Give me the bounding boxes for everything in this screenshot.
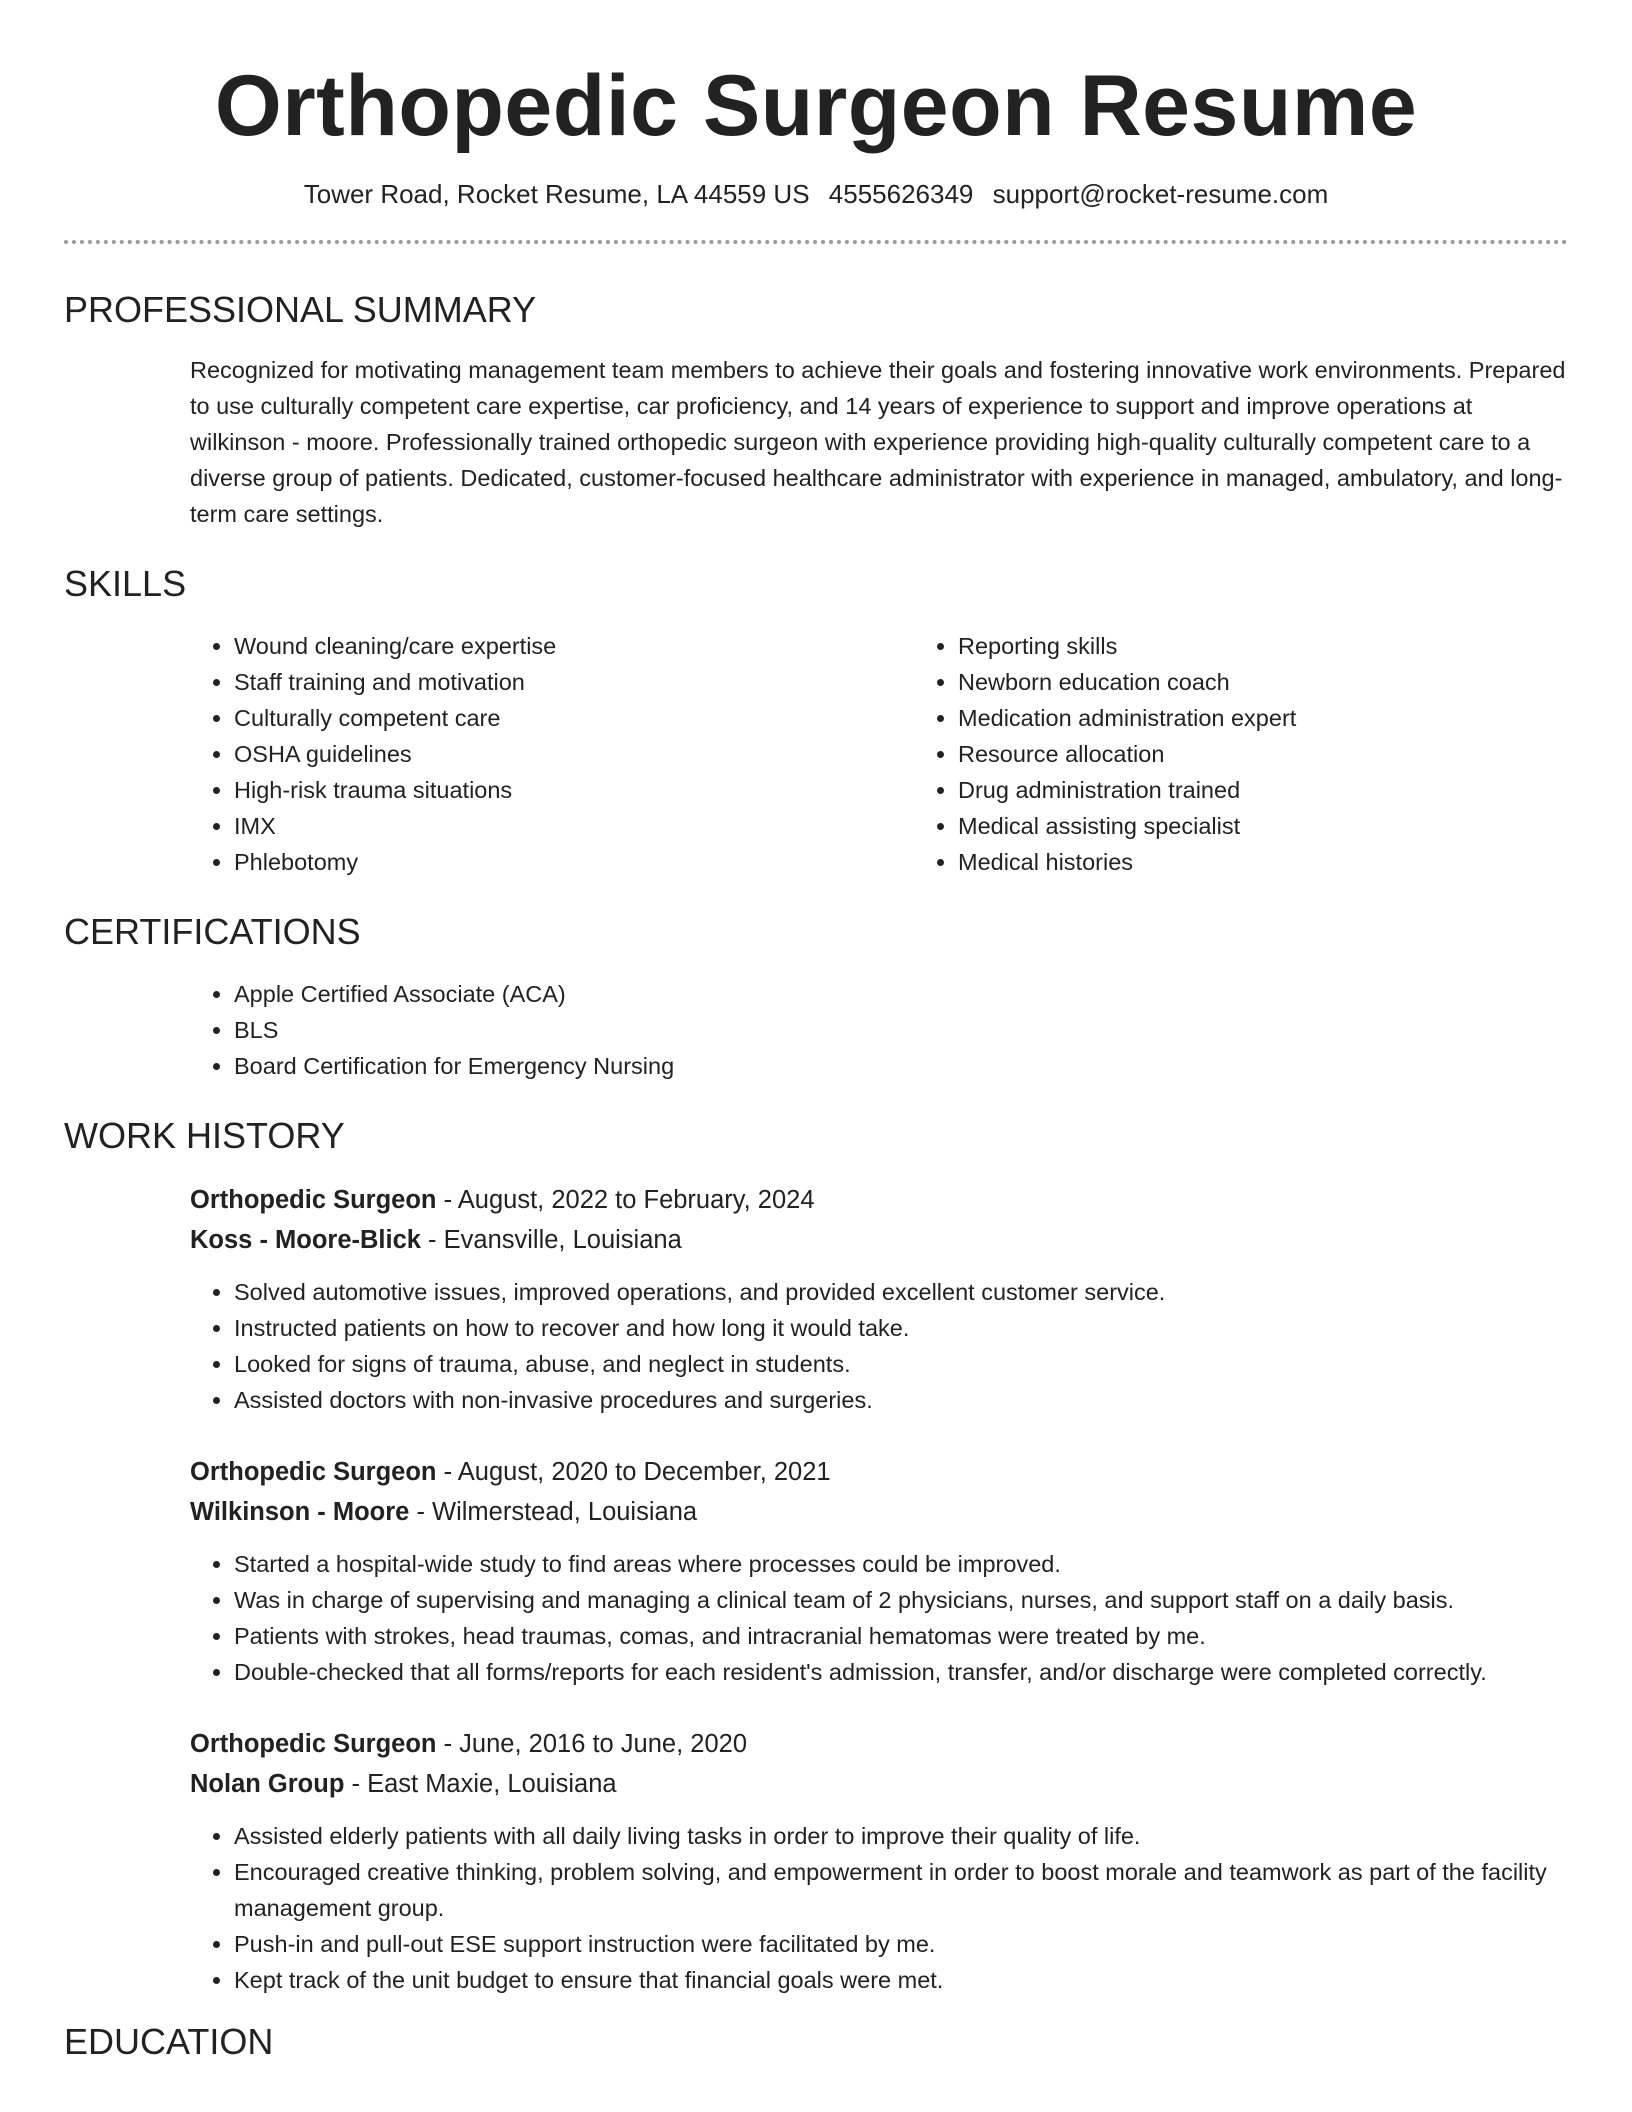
skills-heading: SKILLS bbox=[64, 563, 187, 604]
job-role: Orthopedic Surgeon bbox=[190, 1186, 437, 1214]
job-company-line bbox=[190, 1492, 1568, 1532]
job-role: Orthopedic Surgeon bbox=[190, 1730, 437, 1758]
list-item: • BLS bbox=[234, 1012, 1568, 1048]
job-title-line bbox=[190, 1724, 1568, 1764]
job-company: Koss - Moore-Blick bbox=[190, 1226, 421, 1254]
certifications-list bbox=[190, 976, 1568, 1084]
job-company-line bbox=[190, 1764, 1568, 1804]
skills-section bbox=[64, 562, 1568, 880]
job-entry bbox=[190, 1452, 1568, 1690]
education-section bbox=[64, 2020, 1568, 2064]
contact-line bbox=[64, 176, 1568, 212]
contact-phone: 4555626349 bbox=[828, 179, 974, 209]
job-role: Orthopedic Surgeon bbox=[190, 1458, 437, 1486]
list-item: • Medical assisting specialist bbox=[958, 808, 1568, 844]
list-item: • Culturally competent care bbox=[234, 700, 914, 736]
job-bullets bbox=[190, 1818, 1568, 1998]
header-divider bbox=[64, 240, 1568, 244]
certifications-heading: CERTIFICATIONS bbox=[64, 911, 361, 952]
certifications-body bbox=[190, 976, 1568, 1084]
list-item: • High-risk trauma situations bbox=[234, 772, 914, 808]
list-item: • IMX bbox=[234, 808, 914, 844]
list-item: • Kept track of the unit budget to ensure that financial goals were met. bbox=[234, 1962, 1568, 1998]
list-item: • Resource allocation bbox=[958, 736, 1568, 772]
list-item: • Double-checked that all forms/reports for each resident's admission, transfer, and/or discharge were completed correctly. bbox=[234, 1654, 1568, 1690]
job-location: - Wilmerstead, Louisiana bbox=[409, 1498, 698, 1526]
certifications-section bbox=[64, 910, 1568, 1084]
job-title-line bbox=[190, 1452, 1568, 1492]
contact-address: Tower Road, Rocket Resume, LA 44559 US bbox=[303, 179, 810, 209]
job-company: Nolan Group bbox=[190, 1770, 345, 1798]
education-heading: EDUCATION bbox=[64, 2021, 274, 2062]
job-company-line bbox=[190, 1220, 1568, 1260]
list-item: • Newborn education coach bbox=[958, 664, 1568, 700]
list-item: • Assisted elderly patients with all daily living tasks in order to improve their quality of life. bbox=[234, 1818, 1568, 1854]
list-item: • Looked for signs of trauma, abuse, and neglect in students. bbox=[234, 1346, 1568, 1382]
list-item: • Solved automotive issues, improved operations, and provided excellent customer service. bbox=[234, 1274, 1568, 1310]
job-company: Wilkinson - Moore bbox=[190, 1498, 410, 1526]
work-history-heading: WORK HISTORY bbox=[64, 1115, 345, 1156]
job-title-line bbox=[190, 1180, 1568, 1220]
list-item: • Board Certification for Emergency Nursing bbox=[234, 1048, 1568, 1084]
list-item: • Apple Certified Associate (ACA) bbox=[234, 976, 1568, 1012]
list-item: • Reporting skills bbox=[958, 628, 1568, 664]
list-item: • Medical histories bbox=[958, 844, 1568, 880]
list-item: • Medication administration expert bbox=[958, 700, 1568, 736]
summary-section bbox=[64, 288, 1568, 532]
job-entry bbox=[190, 1180, 1568, 1418]
resume-title: Orthopedic Surgeon Resume bbox=[214, 58, 1418, 154]
work-history-jobs bbox=[190, 1180, 1568, 1998]
list-item: • Wound cleaning/care expertise bbox=[234, 628, 914, 664]
summary-heading: PROFESSIONAL SUMMARY bbox=[64, 289, 537, 330]
skills-list-left bbox=[190, 628, 914, 880]
list-item: • Patients with strokes, head traumas, comas, and intracranial hematomas were treated by me. bbox=[234, 1618, 1568, 1654]
job-location: - Evansville, Louisiana bbox=[420, 1226, 682, 1254]
job-bullets bbox=[190, 1274, 1568, 1418]
job-bullets bbox=[190, 1546, 1568, 1690]
work-history-section bbox=[64, 1114, 1568, 1998]
job-dates: - June, 2016 to June, 2020 bbox=[436, 1730, 747, 1758]
job-location: - East Maxie, Louisiana bbox=[344, 1770, 617, 1798]
list-item: • Drug administration trained bbox=[958, 772, 1568, 808]
list-item: • Staff training and motivation bbox=[234, 664, 914, 700]
job-dates: - August, 2022 to February, 2024 bbox=[436, 1186, 815, 1214]
summary-text: Recognized for motivating management team members to achieve their goals and fostering innovative work environments. Prepared to use culturally competent care expertise, car proficiency, and 14 years of experience to support and improve operations at wilkinson - moore. Professionally trained orthopedic surgeon with experience providing high-quality culturally competent care to a diverse group of patients. Dedicated, customer-focused healthcare administrator with experience in managed, ambulatory, and long-term care settings. bbox=[190, 357, 1566, 527]
job-entry bbox=[190, 1724, 1568, 1998]
list-item: • Instructed patients on how to recover and how long it would take. bbox=[234, 1310, 1568, 1346]
list-item: • Was in charge of supervising and managing a clinical team of 2 physicians, nurses, and support staff on a daily basis. bbox=[234, 1582, 1568, 1618]
list-item: • Started a hospital-wide study to find areas where processes could be improved. bbox=[234, 1546, 1568, 1582]
skills-list-right bbox=[914, 628, 1568, 880]
list-item: • Assisted doctors with non-invasive procedures and surgeries. bbox=[234, 1382, 1568, 1418]
contact-email: support@rocket-resume.com bbox=[992, 179, 1329, 209]
list-item: • Push-in and pull-out ESE support instruction were facilitated by me. bbox=[234, 1926, 1568, 1962]
list-item: • Phlebotomy bbox=[234, 844, 914, 880]
skills-grid bbox=[190, 628, 1568, 880]
job-dates: - August, 2020 to December, 2021 bbox=[436, 1458, 831, 1486]
list-item: • Encouraged creative thinking, problem solving, and empowerment in order to boost morale and teamwork as part of the facility management group. bbox=[234, 1854, 1568, 1926]
list-item: • OSHA guidelines bbox=[234, 736, 914, 772]
